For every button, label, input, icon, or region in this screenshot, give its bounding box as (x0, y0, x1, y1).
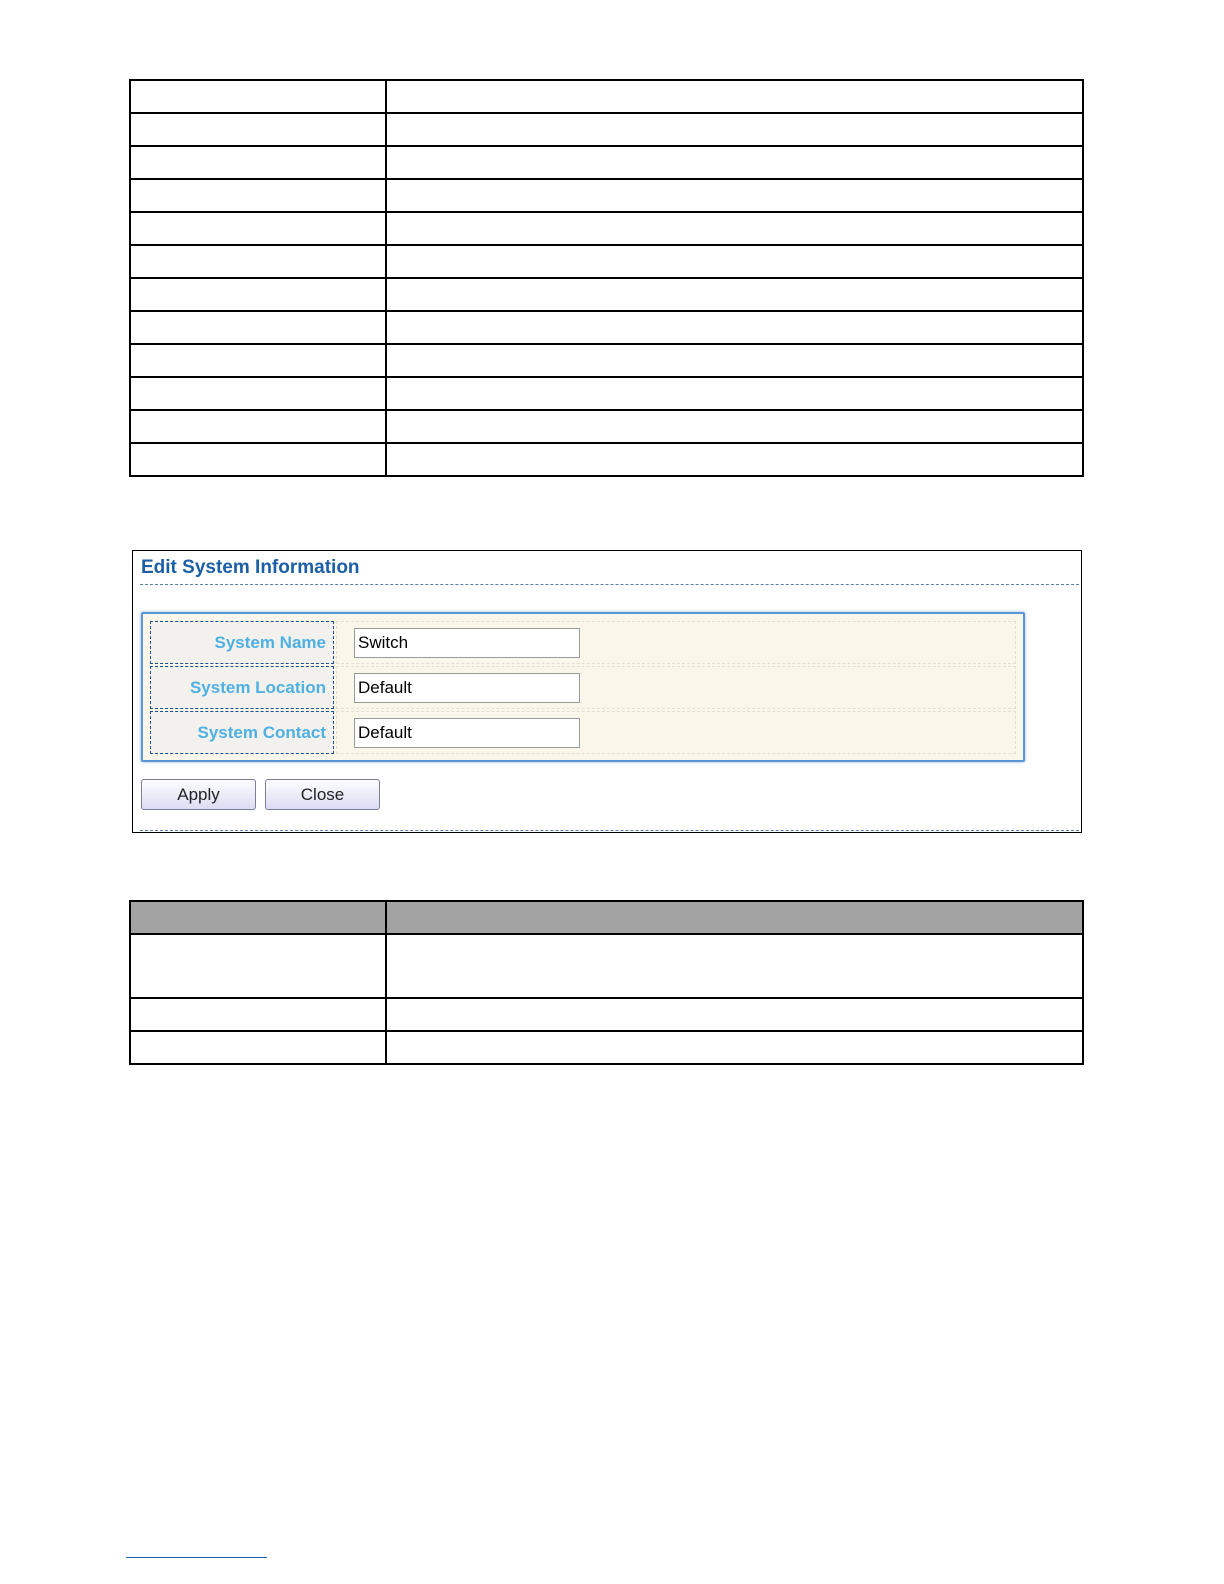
table-row (130, 245, 1083, 278)
edit-system-information-dialog (132, 550, 1082, 833)
table-row (130, 934, 1083, 998)
table-row (130, 377, 1083, 410)
system-contact-input[interactable] (354, 718, 580, 748)
table-row (130, 344, 1083, 377)
table-row (130, 212, 1083, 245)
parameter-table (129, 900, 1084, 1065)
table-row (130, 146, 1083, 179)
title-divider (140, 584, 1079, 585)
dialog-title: Edit System Information (141, 557, 360, 578)
table-row (130, 410, 1083, 443)
system-contact-label: System Contact (150, 711, 334, 754)
system-info-form (141, 612, 1025, 762)
system-name-label: System Name (150, 621, 334, 664)
table-row (130, 113, 1083, 146)
form-row-system-contact (150, 711, 1016, 754)
footer-link-underline (126, 1557, 267, 1558)
close-button[interactable]: Close (265, 779, 380, 810)
apply-button[interactable]: Apply (141, 779, 256, 810)
bottom-divider (140, 830, 1079, 831)
form-row-system-name (150, 621, 1016, 664)
table-row (130, 80, 1083, 113)
system-location-cell (336, 666, 1016, 709)
system-name-cell (336, 621, 1016, 664)
system-location-input[interactable] (354, 673, 580, 703)
table-row (130, 278, 1083, 311)
table-row (130, 998, 1083, 1031)
form-row-system-location (150, 666, 1016, 709)
table-row (130, 179, 1083, 212)
table-row (130, 311, 1083, 344)
top-info-table (129, 79, 1084, 477)
table-row (130, 1031, 1083, 1064)
system-contact-cell (336, 711, 1016, 754)
system-location-label: System Location (150, 666, 334, 709)
system-name-input[interactable] (354, 628, 580, 658)
table-row (130, 443, 1083, 476)
table-header-row (130, 901, 1083, 934)
